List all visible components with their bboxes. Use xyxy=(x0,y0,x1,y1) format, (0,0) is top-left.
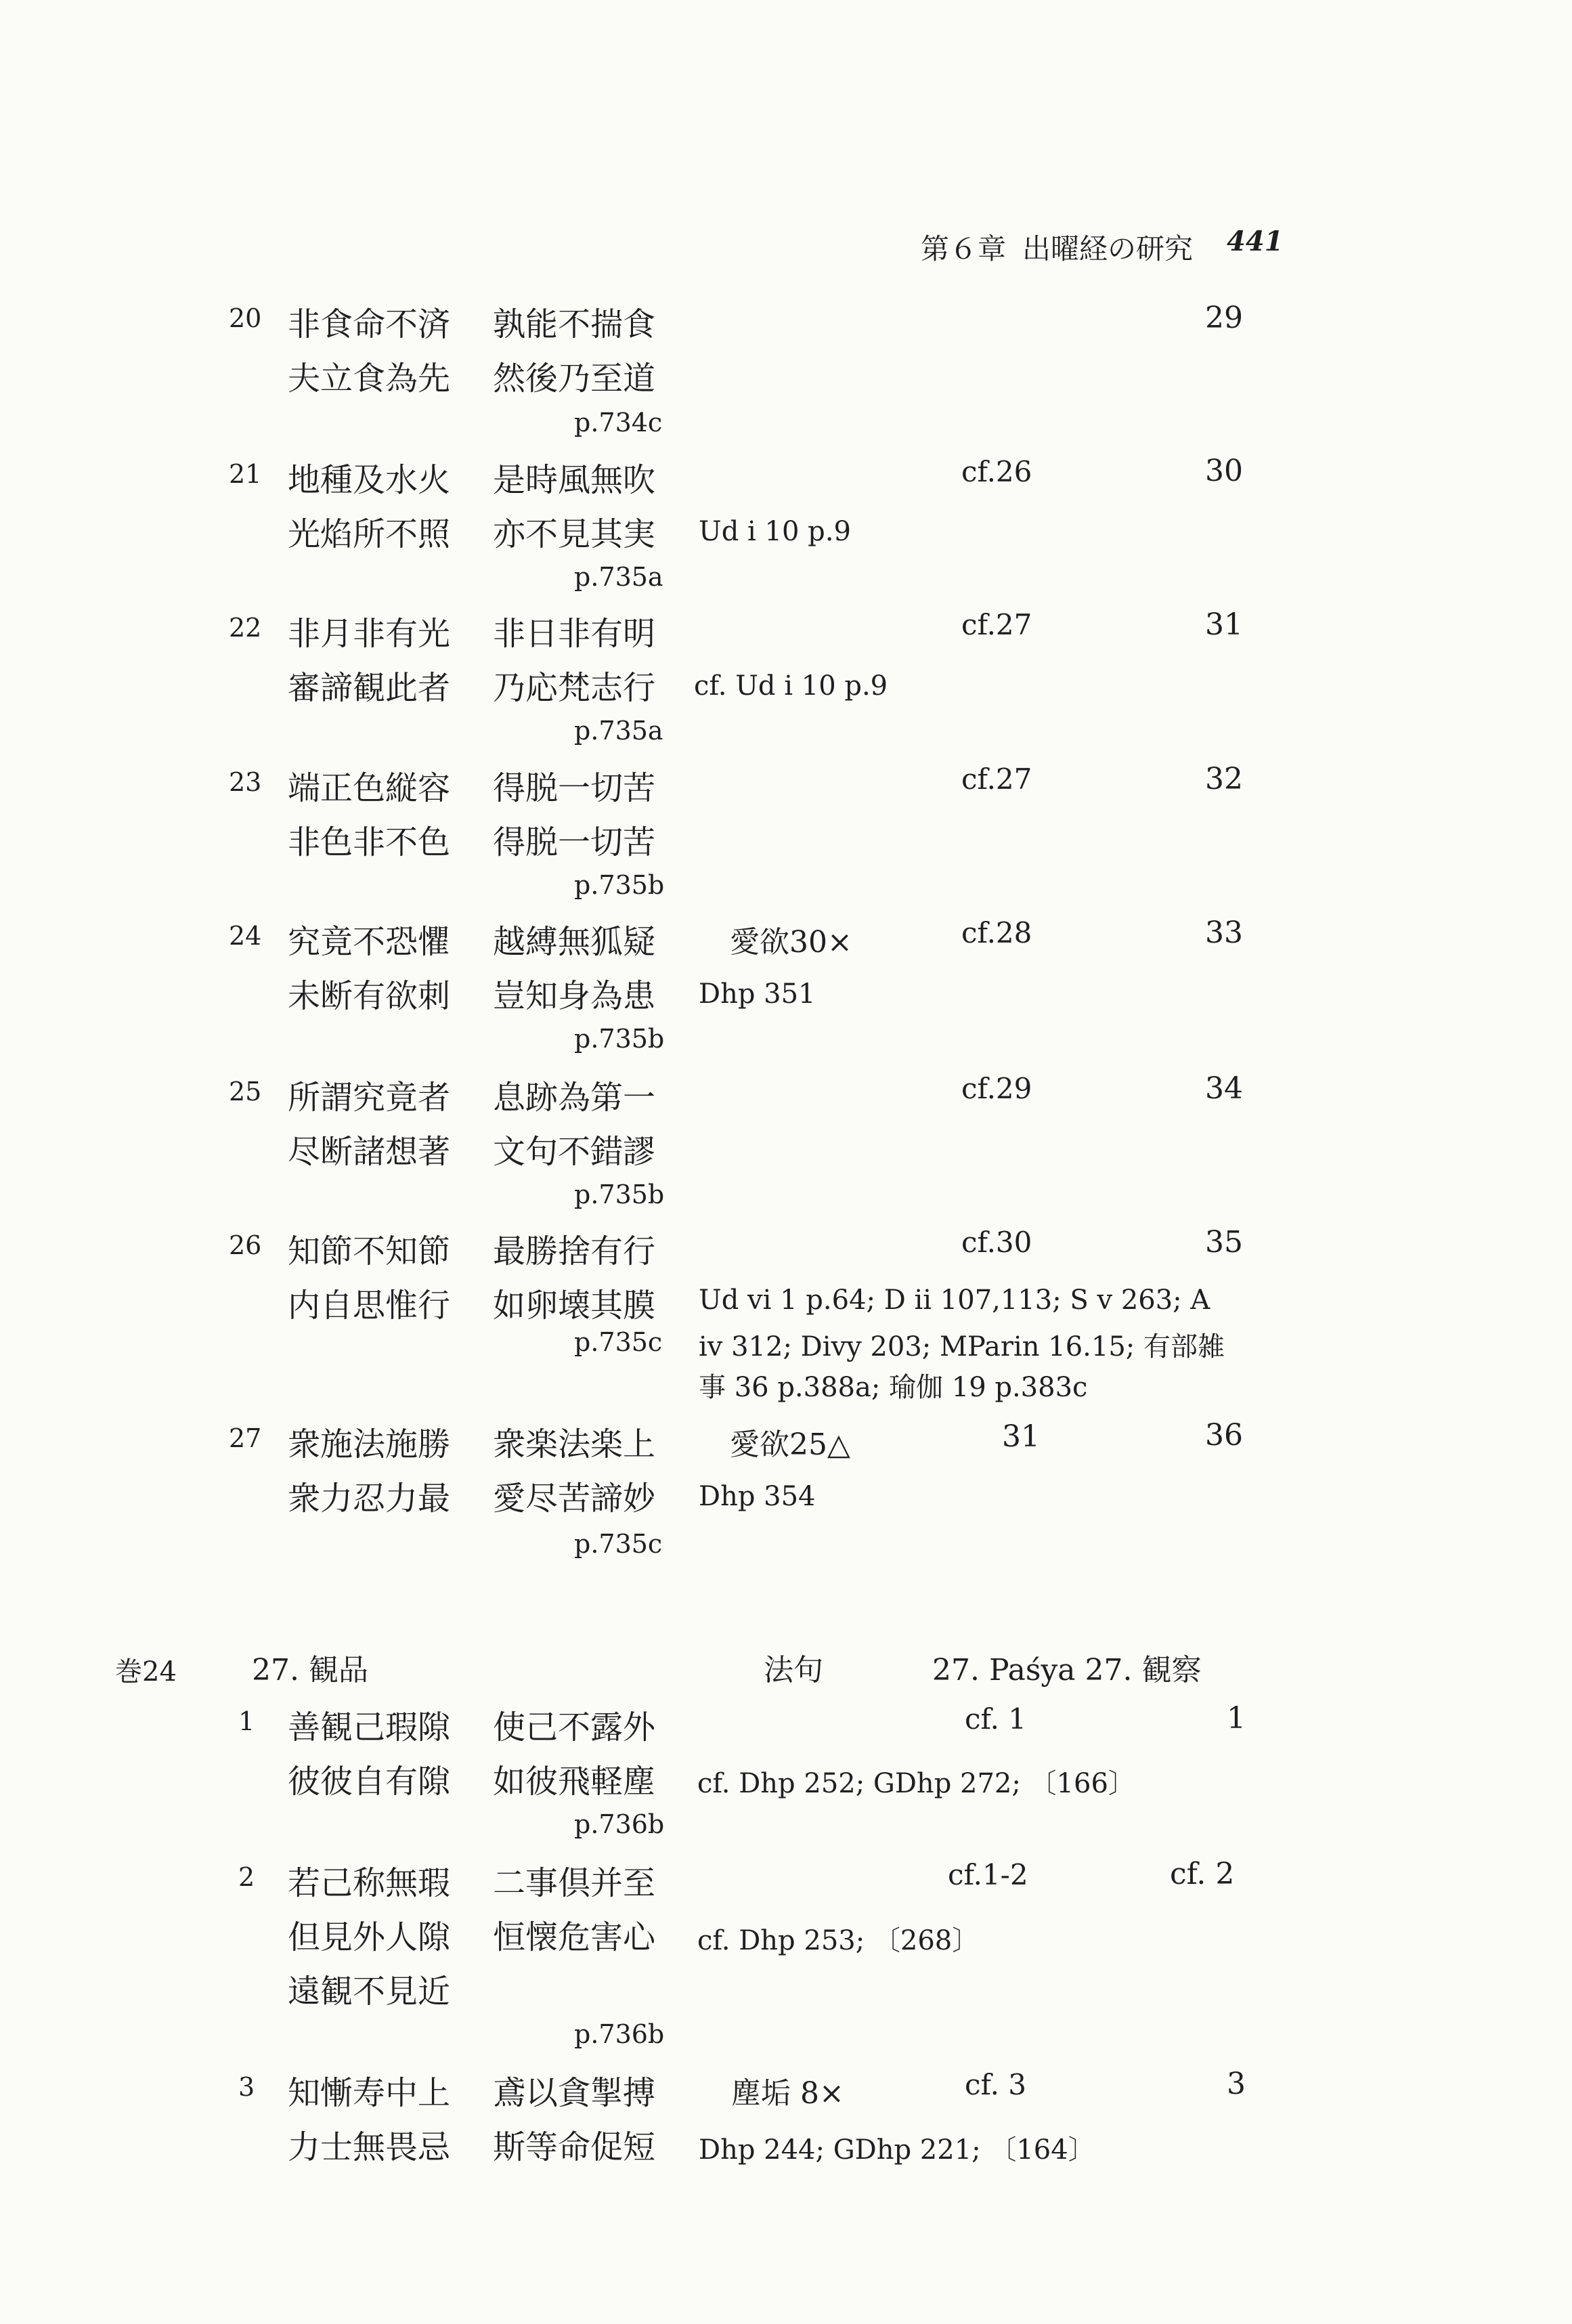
verse-number: 23 xyxy=(229,767,262,797)
page-ref: p.735a xyxy=(574,716,663,746)
col-number: cf. 2 xyxy=(1170,1857,1235,1891)
verse-line: 鳶以貪掣搏 xyxy=(493,2074,656,2112)
cf-ref: cf.28 xyxy=(961,916,1032,949)
col-number: 1 xyxy=(1227,1701,1246,1736)
chapter-title: 出曜経の研究 xyxy=(1022,232,1194,265)
verse-line: 尽断諸想著 xyxy=(288,1133,451,1171)
verse-line: 夫立食為先 xyxy=(288,360,451,397)
verse-line: 但見外人隙 xyxy=(288,1918,451,1956)
verse-line: 如彼飛軽塵 xyxy=(493,1763,656,1801)
cf-ref: 31 xyxy=(1002,1419,1040,1454)
verse-line: 是時風無吹 xyxy=(493,461,656,499)
verse-line: 斯等命促短 xyxy=(493,2128,656,2166)
chapter-label: 第６章 xyxy=(921,232,1007,265)
cf-ref: cf.26 xyxy=(961,455,1032,488)
verse-number: 27 xyxy=(229,1423,262,1453)
col-number: 36 xyxy=(1205,1418,1243,1452)
page-ref: p.736b xyxy=(574,1809,665,1839)
verse-line: 然後乃至道 xyxy=(493,360,656,397)
verse-line: 最勝捨有行 xyxy=(493,1232,656,1270)
verse-line: 息跡為第一 xyxy=(493,1079,656,1117)
col-number: 31 xyxy=(1205,607,1243,642)
verse-line: 豈知身為患 xyxy=(493,977,656,1015)
cf-ref: cf. 3 xyxy=(965,2068,1026,2101)
col-number: 35 xyxy=(1205,1225,1243,1260)
verse-line: 審諦観此者 xyxy=(288,669,451,707)
cf-ref: cf.27 xyxy=(961,608,1032,641)
reference: Ud vi 1 p.64; D ii 107,113; S v 263; A xyxy=(699,1285,1210,1316)
verse-line: 得脱一切苦 xyxy=(493,823,656,861)
verse-line: 如卵壊其膜 xyxy=(493,1287,656,1325)
col-number: 32 xyxy=(1205,762,1243,796)
page-ref: p.736b xyxy=(574,2019,665,2049)
col-number: 34 xyxy=(1205,1071,1243,1106)
verse-line: 若己称無瑕 xyxy=(288,1864,451,1902)
verse-number: 3 xyxy=(238,2072,255,2102)
parallel-title: 27. Paśya 27. 観察 xyxy=(932,1653,1202,1687)
col-number: 33 xyxy=(1205,916,1243,950)
verse-line: 光焰所不照 xyxy=(288,515,451,553)
verse-line: 亦不見其実 xyxy=(493,515,656,553)
verse-line: 衆力忍力最 xyxy=(288,1480,451,1518)
page-ref: p.735a xyxy=(574,562,663,592)
verse-line: 非月非有光 xyxy=(288,615,451,653)
reference: cf. Dhp 253; 〔268〕 xyxy=(697,1925,980,1956)
verse-number: 20 xyxy=(229,303,262,333)
verse-line: 得脱一切苦 xyxy=(493,769,656,807)
section-heading: 27. 観品 xyxy=(252,1653,368,1687)
verse-line: 力士無畏忌 xyxy=(288,2128,451,2166)
verse-line: 乃応梵志行 xyxy=(493,669,656,707)
verse-line: 所謂究竟者 xyxy=(288,1079,451,1117)
verse-line: 孰能不揣食 xyxy=(493,305,656,343)
col-number: 29 xyxy=(1205,301,1243,335)
reference: Dhp 354 xyxy=(699,1481,816,1512)
col-number: 3 xyxy=(1227,2067,1246,2101)
verse-number: 25 xyxy=(229,1077,262,1106)
verse-line: 二事倶并至 xyxy=(493,1864,656,1902)
cross-ref-note: 愛欲30× xyxy=(730,925,852,960)
cf-ref: cf.29 xyxy=(961,1072,1032,1105)
verse-line: 善観己瑕隙 xyxy=(288,1708,451,1746)
reference: cf. Ud i 10 p.9 xyxy=(694,670,888,702)
verse-line: 究竟不恐懼 xyxy=(288,923,451,961)
cf-ref: cf.30 xyxy=(961,1226,1032,1259)
verse-line: 知慚寿中上 xyxy=(288,2074,451,2112)
cross-ref-note: 愛欲25△ xyxy=(730,1427,850,1462)
verse-number: 26 xyxy=(229,1230,262,1260)
verse-line: 非色非不色 xyxy=(288,823,451,861)
cf-ref: cf.1-2 xyxy=(948,1858,1028,1891)
verse-line: 彼彼自有隙 xyxy=(288,1763,451,1801)
reference: cf. Dhp 252; GDhp 272; 〔166〕 xyxy=(697,1768,1135,1799)
verse-line: 文句不錯謬 xyxy=(493,1133,656,1171)
page-ref: p.735b xyxy=(574,1180,665,1209)
col-number: 30 xyxy=(1205,454,1243,488)
verse-number: 2 xyxy=(238,1862,255,1892)
page-ref: p.735b xyxy=(574,870,665,900)
page-number: 441 xyxy=(1227,225,1284,257)
reference: iv 312; Divy 203; MParin 16.15; 有部雑 xyxy=(699,1331,1225,1362)
verse-number: 22 xyxy=(229,613,262,643)
cf-ref: cf.27 xyxy=(961,762,1032,796)
page-ref: p.735c xyxy=(574,1529,663,1559)
cf-ref: cf. 1 xyxy=(965,1702,1026,1736)
verse-line: 知節不知節 xyxy=(288,1232,451,1270)
verse-line: 遠観不見近 xyxy=(288,1973,451,2010)
reference: Ud i 10 p.9 xyxy=(699,516,851,547)
verse-line: 愛尽苦諦妙 xyxy=(493,1480,656,1518)
verse-line: 恒懐危害心 xyxy=(493,1918,656,1956)
verse-line: 端正色縦容 xyxy=(288,769,451,807)
page-ref: p.735b xyxy=(574,1024,665,1054)
verse-line: 地種及水火 xyxy=(288,461,451,499)
reference: Dhp 351 xyxy=(699,978,816,1010)
cross-ref-note: 塵垢 8× xyxy=(731,2076,844,2111)
verse-line: 衆楽法楽上 xyxy=(493,1425,656,1463)
dhp-title: 法句 xyxy=(764,1653,823,1687)
page-ref: p.735c xyxy=(574,1327,663,1357)
verse-number: 21 xyxy=(229,459,262,489)
verse-line: 使己不露外 xyxy=(493,1708,656,1746)
reference: Dhp 244; GDhp 221; 〔164〕 xyxy=(699,2134,1095,2166)
verse-line: 越縛無狐疑 xyxy=(493,923,656,961)
reference: 事 36 p.388a; 瑜伽 19 p.383c xyxy=(699,1372,1088,1403)
volume-label: 巻24 xyxy=(115,1656,177,1687)
page-ref: p.734c xyxy=(574,408,663,437)
verse-line: 非食命不済 xyxy=(288,305,451,343)
verse-line: 内自思惟行 xyxy=(288,1287,451,1325)
verse-line: 非日非有明 xyxy=(493,615,656,653)
verse-line: 衆施法施勝 xyxy=(288,1425,451,1463)
verse-line: 未断有欲刺 xyxy=(288,977,451,1015)
verse-number: 24 xyxy=(229,921,262,951)
verse-number: 1 xyxy=(238,1706,255,1736)
